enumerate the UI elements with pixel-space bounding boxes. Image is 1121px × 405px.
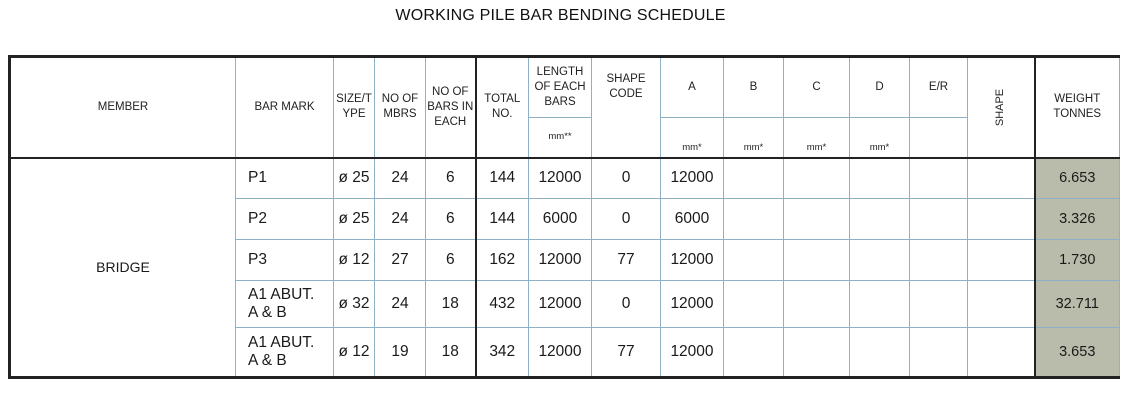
shape-cell bbox=[968, 281, 1035, 328]
shape-header: SHAPE bbox=[968, 57, 1035, 158]
dim-d-cell bbox=[850, 328, 910, 378]
no-bars-cell: 18 bbox=[426, 328, 476, 378]
unit-c: mm* bbox=[784, 118, 850, 158]
length-cell: 12000 bbox=[529, 281, 592, 328]
total-cell: 144 bbox=[476, 158, 529, 199]
dim-b-header: B bbox=[724, 57, 784, 118]
unit-b: mm* bbox=[724, 118, 784, 158]
dim-a-cell: 12000 bbox=[661, 281, 724, 328]
total-cell: 162 bbox=[476, 240, 529, 281]
dim-d-cell bbox=[850, 199, 910, 240]
weight-cell: 3.326 bbox=[1035, 199, 1120, 240]
weight-cell: 32.711 bbox=[1035, 281, 1120, 328]
dim-b-cell bbox=[724, 328, 784, 378]
no-bars-cell: 18 bbox=[426, 281, 476, 328]
table-row bbox=[10, 158, 1120, 199]
unit-er bbox=[910, 118, 968, 158]
bar-mark-cell: A1 ABUT. A & B bbox=[236, 281, 334, 328]
no-bars-cell: 6 bbox=[426, 240, 476, 281]
bar-mark-header: BAR MARK bbox=[236, 57, 334, 158]
no-mbrs-cell: 27 bbox=[375, 240, 426, 281]
no-bars-cell: 6 bbox=[426, 199, 476, 240]
size-type-header: SIZE/T YPE bbox=[334, 57, 375, 158]
bar-bending-schedule-table bbox=[8, 55, 1120, 379]
dim-b-cell bbox=[724, 281, 784, 328]
length-unit: mm** bbox=[529, 118, 592, 158]
size-cell: ø 12 bbox=[334, 240, 375, 281]
shape-code-cell: 0 bbox=[592, 281, 661, 328]
weight-cell: 1.730 bbox=[1035, 240, 1120, 281]
dim-b-cell bbox=[724, 158, 784, 199]
shape-code-cell: 77 bbox=[592, 240, 661, 281]
dim-c-cell bbox=[784, 199, 850, 240]
bar-mark-cell: P1 bbox=[236, 158, 334, 199]
dim-d-cell bbox=[850, 281, 910, 328]
weight-cell: 3.653 bbox=[1035, 328, 1120, 378]
dim-d-cell bbox=[850, 158, 910, 199]
length-cell: 6000 bbox=[529, 199, 592, 240]
dim-er-cell bbox=[910, 199, 968, 240]
bar-mark-cell: P2 bbox=[236, 199, 334, 240]
shape-cell bbox=[968, 199, 1035, 240]
shape-code-header: SHAPE CODE bbox=[592, 57, 661, 158]
length-cell: 12000 bbox=[529, 158, 592, 199]
no-of-mbrs-header: NO OF MBRS bbox=[375, 57, 426, 158]
no-mbrs-cell: 24 bbox=[375, 281, 426, 328]
dim-c-cell bbox=[784, 328, 850, 378]
dim-d-header: D bbox=[850, 57, 910, 118]
shape-cell bbox=[968, 158, 1035, 199]
unit-d: mm* bbox=[850, 118, 910, 158]
weight-cell: 6.653 bbox=[1035, 158, 1120, 199]
header-row bbox=[10, 57, 1120, 118]
shape-code-cell: 0 bbox=[592, 199, 661, 240]
total-cell: 342 bbox=[476, 328, 529, 378]
dim-c-cell bbox=[784, 158, 850, 199]
dim-c-cell bbox=[784, 240, 850, 281]
dim-a-cell: 12000 bbox=[661, 158, 724, 199]
dim-er-cell bbox=[910, 158, 968, 199]
size-cell: ø 25 bbox=[334, 158, 375, 199]
member-cell: BRIDGE bbox=[10, 158, 236, 378]
shape-code-cell: 0 bbox=[592, 158, 661, 199]
member-header: MEMBER bbox=[10, 57, 236, 158]
dim-b-cell bbox=[724, 240, 784, 281]
unit-a: mm* bbox=[661, 118, 724, 158]
dim-a-cell: 12000 bbox=[661, 328, 724, 378]
no-bars-cell: 6 bbox=[426, 158, 476, 199]
no-mbrs-cell: 24 bbox=[375, 158, 426, 199]
dim-er-cell bbox=[910, 281, 968, 328]
bar-mark-cell: P3 bbox=[236, 240, 334, 281]
dim-er-cell bbox=[910, 240, 968, 281]
dim-a-cell: 12000 bbox=[661, 240, 724, 281]
weight-header: WEIGHT TONNES bbox=[1035, 57, 1120, 158]
dim-c-cell bbox=[784, 281, 850, 328]
dim-c-header: C bbox=[784, 57, 850, 118]
total-cell: 432 bbox=[476, 281, 529, 328]
no-mbrs-cell: 19 bbox=[375, 328, 426, 378]
dim-er-cell bbox=[910, 328, 968, 378]
length-cell: 12000 bbox=[529, 328, 592, 378]
dim-a-header: A bbox=[661, 57, 724, 118]
no-mbrs-cell: 24 bbox=[375, 199, 426, 240]
dim-er-header: E/R bbox=[910, 57, 968, 118]
page-title: WORKING PILE BAR BENDING SCHEDULE bbox=[395, 7, 726, 24]
dim-a-cell: 6000 bbox=[661, 199, 724, 240]
total-cell: 144 bbox=[476, 199, 529, 240]
bar-mark-cell: A1 ABUT. A & B bbox=[236, 328, 334, 378]
shape-cell bbox=[968, 240, 1035, 281]
shape-cell bbox=[968, 328, 1035, 378]
size-cell: ø 25 bbox=[334, 199, 375, 240]
length-header: LENGTH OF EACH BARS bbox=[529, 57, 592, 118]
total-no-header: TOTAL NO. bbox=[476, 57, 529, 158]
shape-code-cell: 77 bbox=[592, 328, 661, 378]
dim-b-cell bbox=[724, 199, 784, 240]
dim-d-cell bbox=[850, 240, 910, 281]
no-of-bars-header: NO OF BARS IN EACH bbox=[426, 57, 476, 158]
size-cell: ø 32 bbox=[334, 281, 375, 328]
length-cell: 12000 bbox=[529, 240, 592, 281]
size-cell: ø 12 bbox=[334, 328, 375, 378]
